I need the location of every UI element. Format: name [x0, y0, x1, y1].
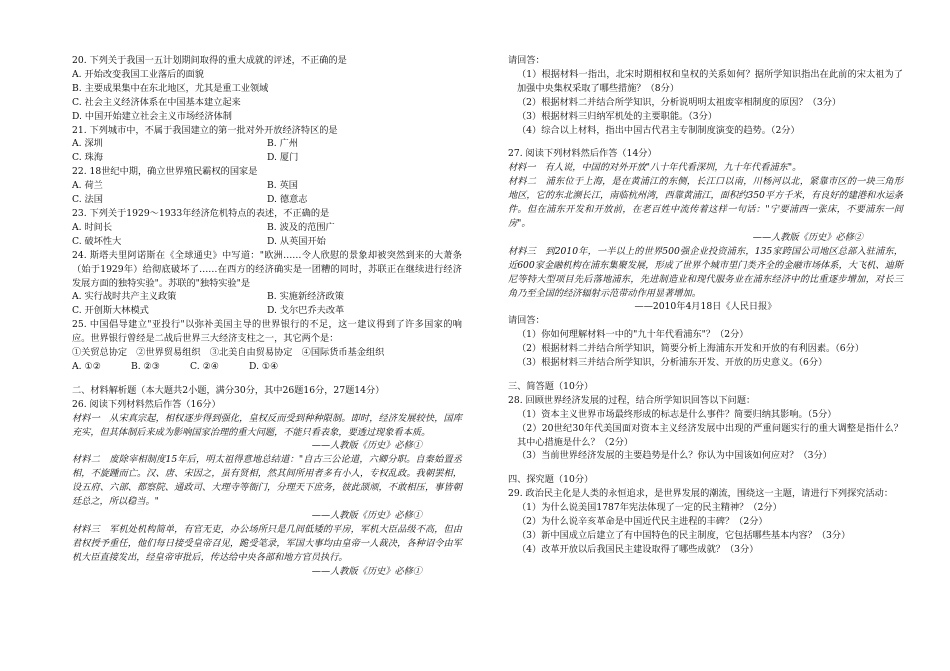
q27-material-3: 材料三 到2010年，一半以上的世界500强企业投资浦东，135家跨国公司地区总部入驻浦东，近600家金融机构在浦东集聚发展，形成了世界个城市里门类齐全的金融市场体系，大飞机、迪斯尼等特大型项目先后落地浦东，先进制造业和现代服务业在浦东经济中的比重逐步增加，对长三角乃至全国的经济辐射示范带动作用显著增加。 — [508, 245, 903, 299]
q27-material-2-source: ——人教版《历史》必修② — [752, 231, 863, 243]
q25-options — [72, 360, 462, 374]
q20-stem: 20. 下列关于我国一五计划期间取得的重大成就的评述，不正确的是 — [72, 55, 347, 66]
q26-question-2: （2）根据材料二并结合所学知识，分析说明明太祖废宰相制度的原因？（3分） — [517, 96, 842, 108]
q25-stem: 25. 中国倡导建立"亚投行"以弥补美国主导的世界银行的不足，这一建议得到了许多国家的响应。世界银行曾经是二战后世界三大经济支柱之一，其它两个是： — [72, 319, 462, 345]
q20-option-b: B. 主要成果集中在东北地区，尤其是重工业领域 — [72, 82, 269, 94]
q28-question-3: （3）当前世界经济发展的主要趋势是什么？你认为中国该如何应对？（3分） — [517, 450, 832, 462]
q24-option-b: B. 实施新经济政策 — [267, 291, 344, 303]
q21-option-d: D. 厦门 — [267, 152, 299, 164]
q26-question-4: （4）综合以上材料，指出中国古代君主专制制度演变的趋势。（2分） — [517, 124, 800, 136]
q27-question-2: （2）根据材料二并结合所学知识，简要分析上海浦东开发和开放的有利因素。（6分） — [517, 343, 865, 355]
q20-option-d: D. 中国开始建立社会主义市场经济体制 — [72, 110, 232, 122]
q21-option-a: A. 深圳 — [72, 138, 103, 150]
q25-option-c: C. ②④ — [190, 360, 220, 372]
q22-option-d: D. 德意志 — [267, 194, 308, 206]
q26-question-1: （1）根据材料一指出，北宋时期相权和皇权的关系如何？据所学知识指出在此前的宋太祖为了加强中央集权采取了哪些措施？（8分） — [517, 68, 903, 94]
q21-stem: 21. 下列城市中，不属于我国建立的第一批对外开放经济特区的是 — [72, 124, 338, 136]
q29-question-1: （1）为什么说美国1787年宪法体现了一定的民主精神？（2分） — [517, 502, 782, 514]
q26-material-2: 材料二 废除宰相制度15年后，明太祖得意地总结道："自古三公论道，六卿分职。自秦始置丞相，不旋踵而亡。汉、唐、宋因之，虽有贤相，然其间所用者多有小人，专权乱政。我朝罢相，设五府、六部、都察院、通政司、大理寺等衙门，分理天下庶务，彼此颉颃，不敢相压，事皆朝廷总之，所以稳当。" — [72, 454, 462, 508]
q22-option-a: A. 荷兰 — [72, 180, 103, 192]
q23-option-c: C. 破坏性大 — [72, 235, 122, 247]
right-column — [508, 54, 903, 557]
q26-ask: 请回答： — [508, 55, 545, 66]
q28-question-2: （2）20世纪30年代美国面对资本主义经济发展中出现的严重问题实行的重大调整是指什么？其中心措施是什么？（2分） — [517, 422, 903, 448]
q23-option-b: B. 波及的范围广 — [267, 221, 335, 233]
q22-option-b: B. 英国 — [267, 180, 298, 192]
q27-material-2: 材料二 浦东位于上海，是在黄浦江的东侧，长江口以南，川杨河以北，紧靠市区的一块三角形地区，它的东北濒长江，南临杭州湾，西靠黄浦江，面积约350平方千米，有良好的建港和水运条件。但在浦东开发和开放前，在老百姓中流传着这样一句话："宁要浦西一张床，不要浦东一间房"。 — [508, 176, 903, 229]
q27-question-1: （1）你如何理解材料一中的"九十年代看浦东"？（2分） — [517, 329, 749, 341]
q28-question-1: （1）资本主义世界市场最终形成的标志是什么事件？简要归纳其影响。（5分） — [517, 408, 837, 420]
q23-options — [72, 221, 462, 249]
q25-option-a: A. ①② — [72, 360, 101, 372]
q26-stem: 26. 阅读下列材料然后作答（16分） — [72, 398, 221, 410]
q29-question-3: （3）新中国成立后建立了有中国特色的民主制度，它包括哪些基本内容？（3分） — [517, 530, 851, 541]
q26-material-2-source: ——人教版《历史》必修① — [311, 510, 422, 521]
q27-material-3-source: ——2010年4月18日《人民日报》 — [634, 301, 777, 313]
q29-question-4: （4）改革开放以后我国民主建设取得了哪些成就？（3分） — [517, 543, 759, 555]
q22-option-c: C. 法国 — [72, 194, 103, 206]
section3-title: 三、简答题（10分） — [508, 380, 594, 392]
q20-option-c: C. 社会主义经济体系在中国基本建立起来 — [72, 96, 241, 108]
q24-option-d: D. 戈尔巴乔夫改革 — [267, 305, 345, 317]
q23-stem: 23. 下列关于1929～1933年经济危机特点的表述，不正确的是 — [72, 207, 330, 219]
left-column — [72, 54, 462, 579]
q27-ask: 请回答： — [508, 315, 545, 327]
q29-question-2: （2）为什么说辛亥革命是中国近代民主进程的丰碑？（2分） — [517, 516, 768, 528]
q22-stem: 22. 18世纪中期，确立世界殖民霸权的国家是 — [72, 166, 258, 178]
section2-title: 二、材料解析题（本大题共2小题，满分30分，其中26题16分，27题14分） — [72, 384, 385, 396]
q24-stem: 24. 斯塔夫里阿诺斯在《全球通史》中写道："欧洲……令人欣慰的景象却被突然到来的大萧条（始于1929年）给彻底破坏了……在西方的经济确实是一团糟的同时，苏联正在继续进行经济发展方面的独特实验"。苏联的"独特实验"是 — [72, 249, 462, 289]
q24-option-a: A. 实行战时共产主义政策 — [72, 291, 177, 303]
q26-material-3: 材料三 军机处机构简单，有官无吏，办公场所只是几间低矮的平房，军机大臣品级不高，但由君权授予重任，他们每日接受皇帝召见，跪受笔录，军国大事均由皇帝一人裁决，各种诏令由军机大臣直接发出，经皇帝审批后，传达给中央各部和地方官员执行。 — [72, 523, 462, 563]
q20-option-a: A. 开始改变我国工业落后的面貌 — [72, 68, 204, 80]
q26-material-1: 材料一 从宋真宗起，相权逐步得到强化，皇权反而受到种种限制。即时，经济发展较快，国库充实，但其体制后来成为影响国家治理的重大问题，不能只看表象，要透过现象看本质。 — [72, 412, 462, 438]
q25-option-b: B. ②③ — [130, 360, 161, 372]
q29-stem: 29. 政治民主化是人类的永恒追求，是世界发展的潮流，围绕这一主题，请进行下列探究活动： — [508, 488, 894, 500]
q25-option-d: D. ①④ — [249, 360, 279, 372]
q23-option-a: A. 时间长 — [72, 221, 113, 233]
q21-option-c: C. 珠海 — [72, 152, 103, 164]
q26-material-1-source: ——人教版《历史》必修① — [311, 440, 422, 452]
q21-option-b: B. 广州 — [267, 138, 298, 150]
q25-items: ①关贸总协定 ②世界贸易组织 ③北美自由贸易协定 ④国际货币基金组织 — [72, 347, 385, 359]
q27-material-1: 材料一 有人说，中国的对外开放"八十年代看深圳，九十年代看浦东"。 — [508, 162, 802, 174]
section4-title: 四、探究题（10分） — [508, 474, 594, 486]
q27-question-3: （3）根据材料三并结合所学知识，分析浦东开发、开放的历史意义。（6分） — [517, 357, 828, 369]
q28-stem: 28. 回顾世界经济发展的过程，结合所学知识回答以下问题： — [508, 394, 756, 406]
q26-question-3: （3）根据材料三归纳军机处的主要职能。（3分） — [517, 110, 718, 122]
q22-options — [72, 179, 462, 207]
q21-options — [72, 137, 462, 165]
q24-options — [72, 290, 462, 318]
q23-option-d: D. 从英国开始 — [267, 235, 326, 247]
q26-material-3-source: ——人教版《历史》必修① — [311, 565, 422, 577]
q24-option-c: C. 开创斯大林模式 — [72, 305, 149, 317]
q27-stem: 27. 阅读下列材料然后作答（14分） — [508, 148, 657, 160]
